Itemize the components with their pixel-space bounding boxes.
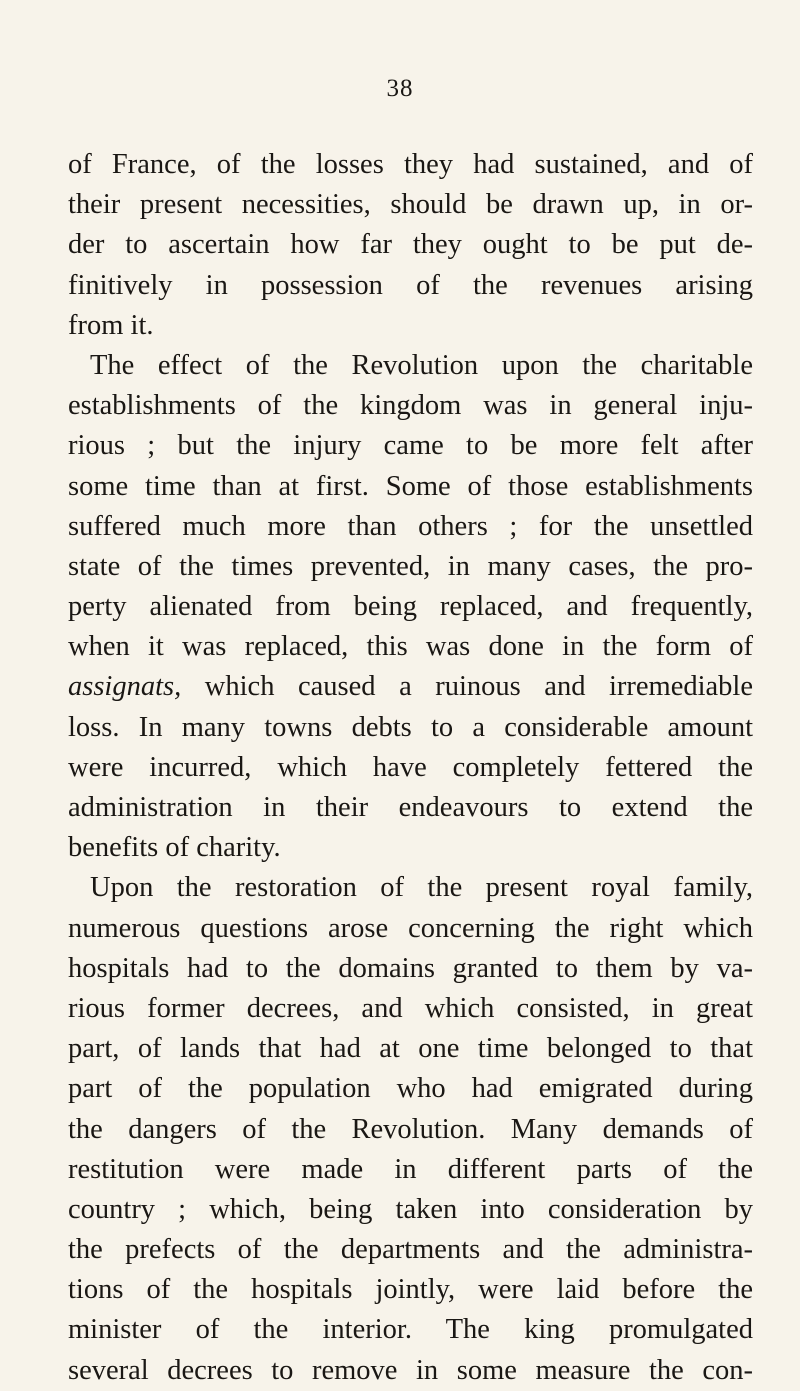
- text-line: several decrees to remove in some measure the con-: [68, 1354, 753, 1386]
- text-line: restitution were made in different parts of the: [68, 1153, 753, 1185]
- text-line: from it.: [68, 309, 154, 341]
- text-line: part of the population who had emigrated during: [68, 1073, 753, 1105]
- text-line: part, of lands that had at one time belonged to that: [68, 1033, 753, 1065]
- text-line: country ; which, being taken into consideration by: [68, 1193, 753, 1225]
- text-fragment: which caused a ruinous and irremediable: [181, 671, 753, 703]
- italic-term: assignats,: [68, 671, 182, 703]
- text-line: their present necessities, should be drawn up, in or-: [68, 189, 753, 221]
- text-line: der to ascertain how far they ought to be put de-: [68, 229, 753, 261]
- paragraph-start-line: The effect of the Revolution upon the charitable: [90, 349, 753, 381]
- text-line: perty alienated from being replaced, and frequently,: [68, 591, 753, 623]
- text-line: rious former decrees, and which consisted, in great: [68, 992, 753, 1024]
- text-line: when it was replaced, this was done in the form of: [68, 631, 753, 663]
- text-line: loss. In many towns debts to a considerable amount: [68, 711, 753, 743]
- text-line: some time than at first. Some of those establishments: [68, 470, 753, 502]
- text-line: establishments of the kingdom was in general inju-: [68, 390, 753, 422]
- text-line: hospitals had to the domains granted to them by va-: [68, 952, 753, 984]
- text-line: minister of the interior. The king promulgated: [68, 1314, 753, 1346]
- text-line: state of the times prevented, in many cases, the pro-: [68, 550, 753, 582]
- text-line: rious ; but the injury came to be more felt after: [68, 430, 753, 462]
- text-line: tions of the hospitals jointly, were laid before the: [68, 1274, 753, 1306]
- text-line: suffered much more than others ; for the unsettled: [68, 510, 753, 542]
- page-number: 38: [386, 75, 414, 102]
- body-text: [68, 145, 753, 1391]
- text-line: [68, 667, 753, 707]
- text-line: the dangers of the Revolution. Many demands of: [68, 1113, 753, 1145]
- text-line: the prefects of the departments and the administra-: [68, 1234, 753, 1266]
- text-line: administration in their endeavours to extend the: [68, 792, 753, 823]
- text-line: of France, of the losses they had sustained, and of: [68, 149, 753, 180]
- text-line: finitively in possession of the revenues arising: [68, 269, 753, 301]
- paragraph-start-line: Upon the restoration of the present royal family,: [90, 872, 753, 904]
- text-line: numerous questions arose concerning the right which: [68, 912, 753, 944]
- text-line: benefits of charity.: [68, 832, 281, 864]
- text-line: were incurred, which have completely fettered the: [68, 751, 753, 783]
